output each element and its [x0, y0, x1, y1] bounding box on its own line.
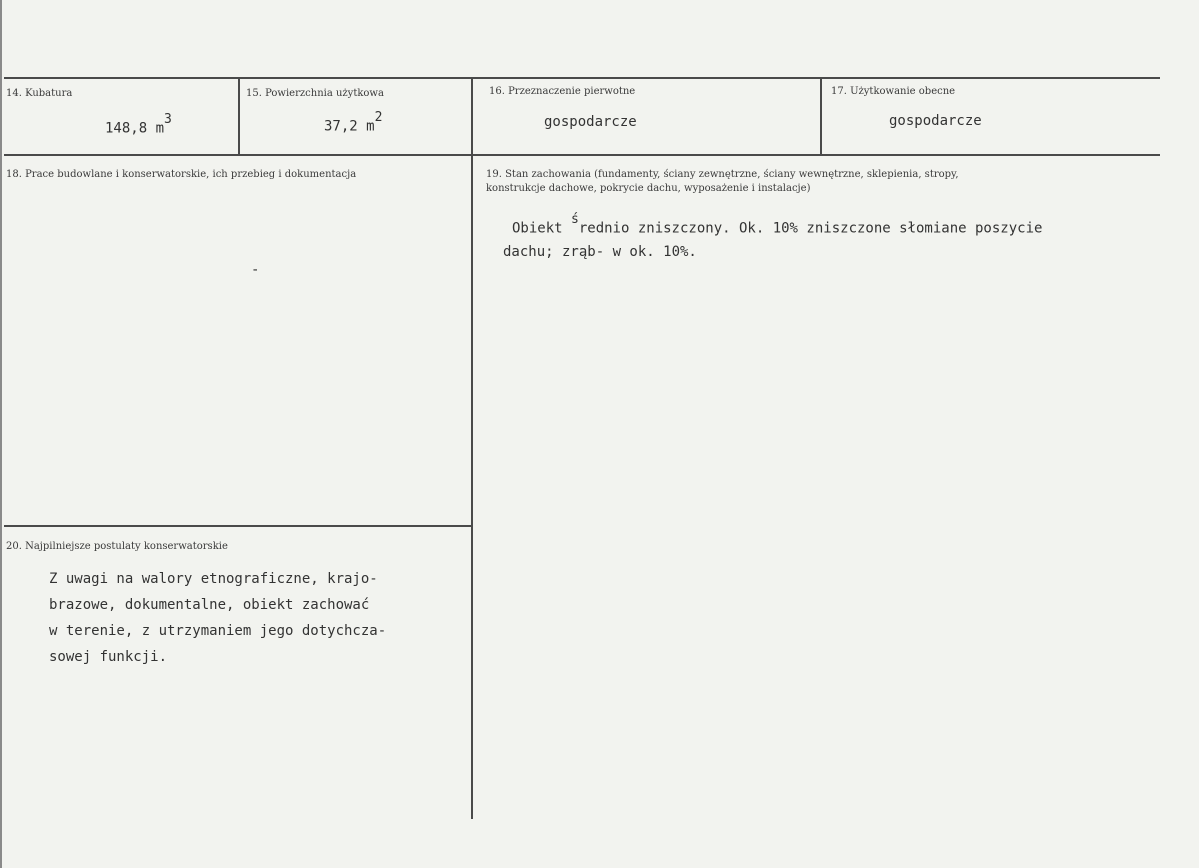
prace-label: 18. Prace budowlane i konserwatorskie, ich przebieg i dokumentacja [6, 169, 357, 180]
stan-label-line1: 19. Stan zachowania (fundamenty, ściany zewnętrzne, ściany wewnętrzne, sklepienia, stropy, [486, 169, 959, 180]
postulaty-line-1: Z uwagi na walory etnograficzne, krajo- [49, 571, 378, 587]
kubatura-label: 14. Kubatura [6, 88, 73, 99]
col-divider-3 [820, 77, 822, 155]
postulaty-line-3: w terenie, z utrzymaniem jego dotychcza- [49, 623, 387, 639]
stan-text-sup: ś [571, 212, 579, 227]
stan-text-line2: dachu; zrąb- w ok. 10%. [503, 244, 697, 260]
row1-top-rule [4, 77, 1160, 79]
powierzchnia-label: 15. Powierzchnia użytkowa [246, 88, 384, 99]
kubatura-exponent: 3 [164, 112, 172, 127]
row1-bottom-rule [4, 154, 1160, 156]
col-divider-main [471, 77, 473, 819]
stan-label-line2: konstrukcje dachowe, pokrycie dachu, wyposażenie i instalacje) [486, 183, 811, 194]
section20-top-rule [4, 525, 472, 527]
prace-value: - [251, 262, 260, 278]
powierzchnia-value: 37,2 $m^2$ [324, 110, 383, 135]
powierzchnia-exponent: 2 [374, 110, 383, 125]
postulaty-line-2: brazowe, dokumentalne, obiekt zachować [49, 597, 370, 613]
uzytkowanie-value: gospodarcze [889, 113, 982, 129]
uzytkowanie-label: 17. Użytkowanie obecne [831, 86, 956, 97]
col-divider-1 [238, 77, 240, 155]
przeznaczenie-value: gospodarcze [544, 114, 637, 130]
postulaty-label: 20. Najpilniejsze postulaty konserwatorskie [6, 541, 228, 552]
przeznaczenie-label: 16. Przeznaczenie pierwotne [489, 86, 636, 97]
kubatura-value: 148,8 $m^3$ [105, 112, 172, 137]
postulaty-line-4: sowej funkcji. [49, 649, 168, 665]
stan-text-line1: Obiekt $^ś$rednio zniszczony. Ok. 10% zniszczone słomiane poszycie [512, 212, 1043, 237]
